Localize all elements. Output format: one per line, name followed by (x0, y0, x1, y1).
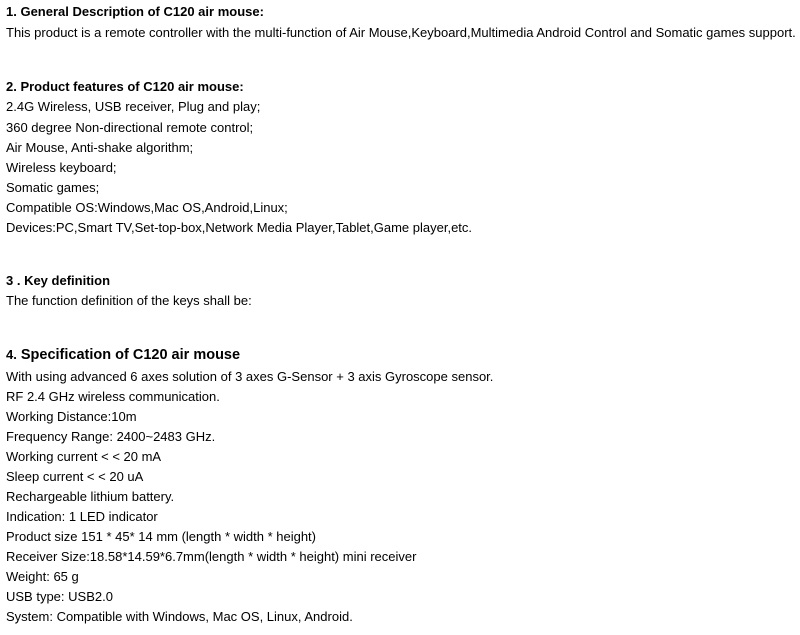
section-4-heading (6, 347, 240, 363)
section-2-line: Air Mouse, Anti-shake algorithm; (6, 140, 194, 155)
section-2-line: 2.4G Wireless, USB receiver, Plug and play; (6, 99, 261, 114)
section-2-heading: 2. Product features of C120 air mouse: (6, 79, 244, 94)
section-2-line: 360 degree Non-directional remote control; (6, 120, 254, 135)
section-2-line: Wireless keyboard; (6, 160, 117, 175)
section-4-line: Frequency Range: 2400~2483 GHz. (6, 429, 216, 444)
section-4-heading-number: 4. (6, 347, 17, 362)
section-2-line: Devices:PC,Smart TV,Set-top-box,Network Media Player,Tablet,Game player,etc. (6, 220, 473, 235)
section-4-line: System: Compatible with Windows, Mac OS, Linux, Android. (6, 609, 353, 624)
section-3-line: The function definition of the keys shall be: (6, 293, 252, 308)
section-4-line: Working Distance:10m (6, 409, 137, 424)
section-4-line: Receiver Size:18.58*14.59*6.7mm(length * width * height) mini receiver (6, 549, 417, 564)
section-4-line: RF 2.4 GHz wireless communication. (6, 389, 220, 404)
section-4-line: Rechargeable lithium battery. (6, 489, 175, 504)
section-2-line: Compatible OS:Windows,Mac OS,Android,Linux; (6, 200, 288, 215)
section-4-line: Indication: 1 LED indicator (6, 509, 158, 524)
section-4-line: USB type: USB2.0 (6, 589, 113, 604)
section-4-line: With using advanced 6 axes solution of 3 axes G-Sensor + 3 axis Gyroscope sensor. (6, 369, 494, 384)
section-4-heading-text: Specification of C120 air mouse (20, 347, 241, 363)
section-1-heading: 1. General Description of C120 air mouse: (6, 4, 264, 19)
section-4-line: Working current < < 20 mA (6, 449, 162, 464)
section-2-line: Somatic games; (6, 180, 100, 195)
section-4-line: Product size 151 * 45* 14 mm (length * width * height) (6, 529, 317, 544)
section-4-line: Sleep current < < 20 uA (6, 469, 144, 484)
section-4-line: Weight: 65 g (6, 569, 79, 584)
section-3-heading: 3 . Key definition (6, 273, 111, 288)
section-1-line: This product is a remote controller with the multi-function of Air Mouse,Keyboard,Multimedia Android Control and Somatic games support. (6, 25, 796, 40)
